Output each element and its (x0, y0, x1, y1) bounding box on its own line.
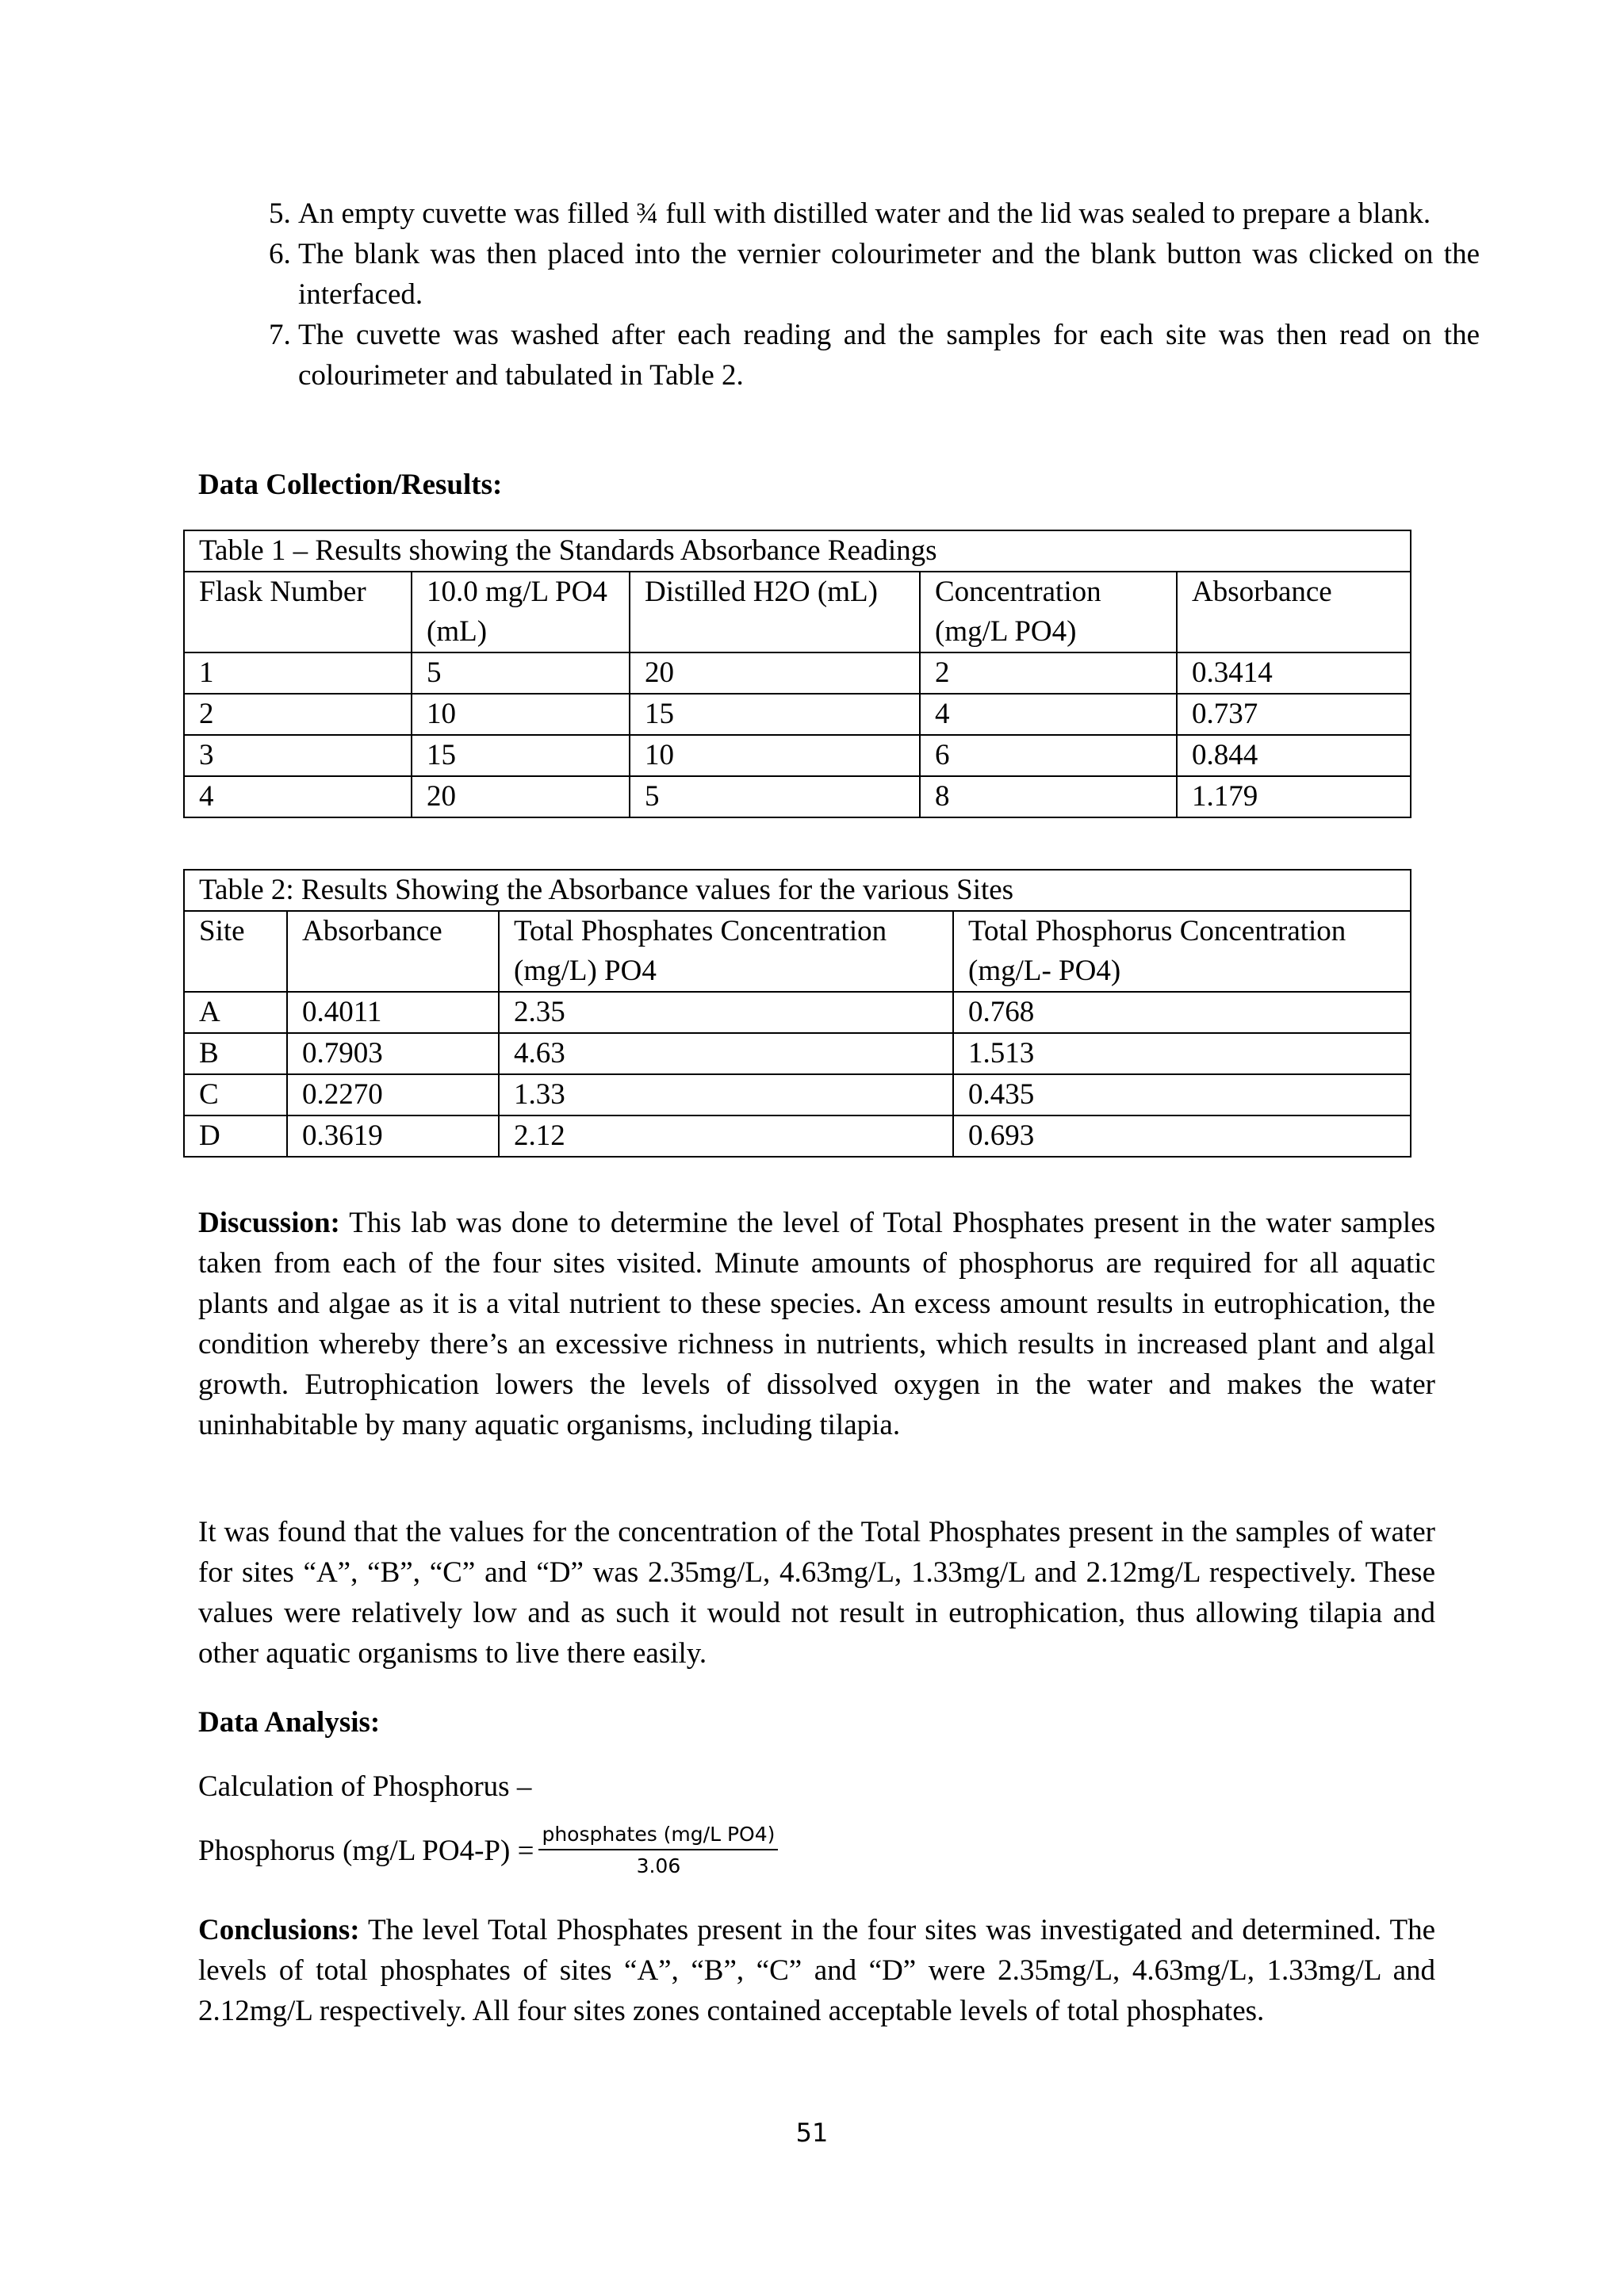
conclusions-paragraph (198, 1910, 1435, 2031)
table-cell: 0.2270 (287, 1074, 499, 1115)
table-cell: 20 (630, 652, 920, 694)
column-header: Total Phosphorus Concentration (mg/L- PO4) (953, 911, 1411, 992)
formula-fraction (538, 1822, 778, 1879)
table-cell: 20 (412, 776, 630, 817)
table-row (184, 776, 1411, 817)
table-cell: 5 (630, 776, 920, 817)
table-cell: C (184, 1074, 287, 1115)
table-row (184, 1033, 1411, 1074)
table-cell: 0.844 (1177, 735, 1411, 776)
table-cell: 4 (184, 776, 412, 817)
table-cell: 2 (184, 694, 412, 735)
column-header: 10.0 mg/L PO4 (mL) (412, 572, 630, 652)
formula-lhs: Phosphorus (mg/L PO4-P) = (198, 1834, 534, 1867)
column-header: Concentration (mg/L PO4) (920, 572, 1177, 652)
table-row (184, 1115, 1411, 1157)
table-caption-row (184, 530, 1411, 572)
table-cell: 2 (920, 652, 1177, 694)
table-cell: 3 (184, 735, 412, 776)
table-cell: 1.513 (953, 1033, 1411, 1074)
procedure-steps (198, 193, 1480, 396)
sites-table (183, 869, 1411, 1158)
formula-denominator: 3.06 (636, 1854, 681, 1877)
table-cell: D (184, 1115, 287, 1157)
procedure-step: 5. An empty cuvette was filled ¾ full with distilled water and the lid was sealed to prepare a blank. (298, 193, 1480, 234)
table-row (184, 992, 1411, 1033)
table-cell: 10 (412, 694, 630, 735)
table-cell: 0.435 (953, 1074, 1411, 1115)
table-cell: 6 (920, 735, 1177, 776)
table-cell: 15 (412, 735, 630, 776)
table1-caption: Table 1 – Results showing the Standards Absorbance Readings (184, 530, 1411, 572)
table-header-row (184, 572, 1411, 652)
table-cell: 0.3414 (1177, 652, 1411, 694)
formula-numerator: phosphates (mg/L PO4) (538, 1822, 778, 1850)
table-cell: 0.768 (953, 992, 1411, 1033)
data-collection-heading: Data Collection/Results: (198, 469, 503, 501)
table-header-row (184, 911, 1411, 992)
discussion-label: Discussion: (198, 1207, 340, 1239)
table-row (184, 735, 1411, 776)
table-cell: 2.12 (499, 1115, 953, 1157)
column-header: Site (184, 911, 287, 992)
table-cell: 0.737 (1177, 694, 1411, 735)
table-cell: 10 (630, 735, 920, 776)
procedure-step: 6. The blank was then placed into the vernier colourimeter and the blank button was clicked on the interfaced. (298, 234, 1480, 315)
table-cell: B (184, 1033, 287, 1074)
standards-table (183, 530, 1411, 818)
column-header: Absorbance (287, 911, 499, 992)
discussion-text: This lab was done to determine the level of Total Phosphates present in the water samples taken from each of the four sites visited. Minute amounts of phosphorus are required for all aquatic plants and algae as it is a vital nutrient to these species. An excess amount results in eutrophication, the condition whereby there’s an excessive richness in nutrients, which results in increased plant and algal growth. Eutrophication lowers the levels of dissolved oxygen in the water and makes the water uninhabitable by many aquatic organisms, including tilapia. (198, 1207, 1435, 1441)
conclusions-label: Conclusions: (198, 1914, 360, 1946)
discussion-paragraph (198, 1203, 1435, 1445)
table-cell: 8 (920, 776, 1177, 817)
table2-caption: Table 2: Results Showing the Absorbance values for the various Sites (184, 870, 1411, 911)
procedure-step: 7. The cuvette was washed after each reading and the samples for each site was then read on the colourimeter and tabulated in Table 2. (298, 315, 1480, 396)
phosphorus-formula (198, 1822, 778, 1879)
table-cell: 0.4011 (287, 992, 499, 1033)
table-caption-row (184, 870, 1411, 911)
calculation-line: Calculation of Phosphorus – (198, 1770, 532, 1803)
data-analysis-heading: Data Analysis: (198, 1706, 381, 1739)
column-header: Distilled H2O (mL) (630, 572, 920, 652)
table-cell: 0.3619 (287, 1115, 499, 1157)
table-row (184, 1074, 1411, 1115)
table-cell: 0.693 (953, 1115, 1411, 1157)
table-cell: 1 (184, 652, 412, 694)
table-cell: 1.33 (499, 1074, 953, 1115)
table-cell: 2.35 (499, 992, 953, 1033)
table-cell: 5 (412, 652, 630, 694)
conclusions-text: The level Total Phosphates present in the four sites was investigated and determined. The levels of total phosphates of sites “A”, “B”, “C” and “D” were 2.35mg/L, 4.63mg/L, 1.33mg/L and 2.12mg/L respectively. All four sites zones contained acceptable levels of total phosphates. (198, 1914, 1435, 2027)
table-cell: A (184, 992, 287, 1033)
page-number: 51 (795, 2118, 829, 2148)
table-cell: 4 (920, 694, 1177, 735)
column-header: Total Phosphates Concentration (mg/L) PO4 (499, 911, 953, 992)
table-row (184, 652, 1411, 694)
table-cell: 4.63 (499, 1033, 953, 1074)
table-cell: 0.7903 (287, 1033, 499, 1074)
column-header: Flask Number (184, 572, 412, 652)
table-cell: 1.179 (1177, 776, 1411, 817)
finding-paragraph: It was found that the values for the concentration of the Total Phosphates present in the samples of water for sites “A”, “B”, “C” and “D” was 2.35mg/L, 4.63mg/L, 1.33mg/L and 2.12mg/L respectively. These values were relatively low and as such it would not result in eutrophication, thus allowing tilapia and other aquatic organisms to live there easily. (198, 1516, 1435, 1670)
column-header: Absorbance (1177, 572, 1411, 652)
table-cell: 15 (630, 694, 920, 735)
table-row (184, 694, 1411, 735)
